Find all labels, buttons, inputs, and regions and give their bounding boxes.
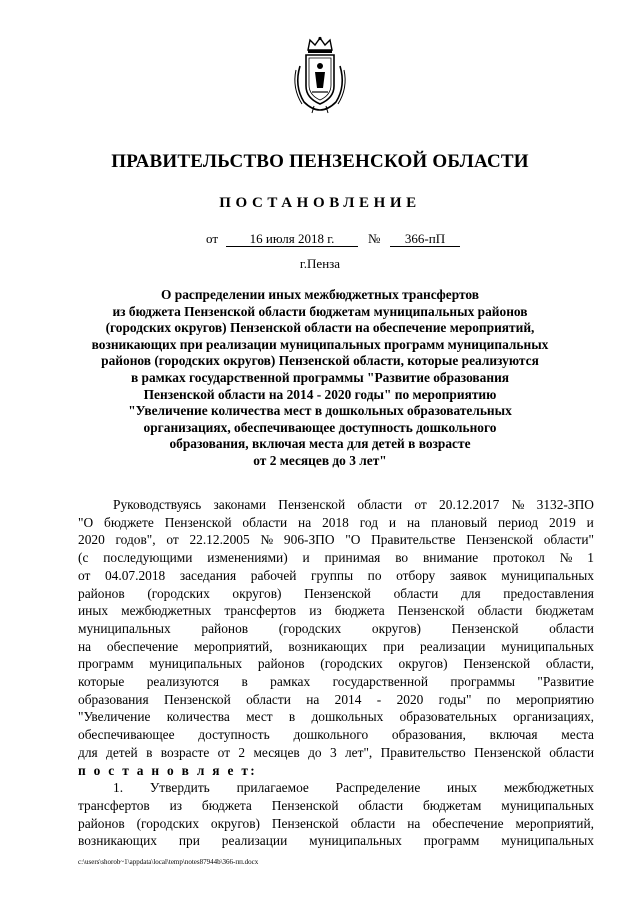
- document-kind: ПОСТАНОВЛЕНИЕ: [219, 195, 421, 211]
- word: №: [260, 532, 274, 548]
- word: на: [407, 815, 421, 831]
- word: и: [388, 514, 397, 530]
- word: рамках: [270, 674, 311, 690]
- word: округов): [210, 815, 260, 831]
- word: Пензенской: [474, 744, 541, 760]
- word: от: [78, 567, 91, 583]
- word: включая: [489, 727, 538, 743]
- word: организациях,: [513, 709, 594, 725]
- clause-line: [78, 815, 594, 833]
- word: последующими: [103, 550, 193, 566]
- preamble-line: [78, 531, 594, 549]
- word: области: [246, 691, 291, 707]
- word: в: [288, 709, 296, 725]
- subject-line: возникающих при реализации муниципальных программ муниципальных: [91, 336, 549, 352]
- preamble-line: [78, 585, 594, 603]
- word: на: [298, 514, 312, 530]
- date-number-row: [0, 231, 640, 249]
- word: обеспечивающее: [78, 727, 175, 743]
- preamble-line: [78, 514, 594, 532]
- word: обеспечение: [432, 815, 504, 831]
- word: реализации: [419, 638, 486, 654]
- word: Распределение: [335, 780, 421, 796]
- word: обеспечение: [106, 638, 179, 654]
- word: возрасте: [160, 744, 210, 760]
- word: 2018: [322, 514, 349, 530]
- city: г.Пенза: [299, 256, 341, 271]
- word: места: [561, 727, 594, 743]
- word: области: [393, 585, 439, 601]
- word: 3: [329, 744, 337, 760]
- word: государственной: [332, 674, 428, 690]
- word: на: [306, 691, 320, 707]
- word: области: [242, 514, 288, 530]
- word: 906-ЗПО: [283, 532, 335, 548]
- word: 2014: [334, 691, 362, 707]
- word: для: [460, 585, 481, 601]
- word: (с: [78, 550, 89, 566]
- word: Пензенской: [397, 603, 465, 619]
- number-label: №: [368, 231, 381, 246]
- word: муниципальных: [78, 620, 171, 636]
- word: межбюджетных: [121, 603, 212, 619]
- word: при: [178, 833, 200, 849]
- preamble-line: [78, 744, 594, 762]
- word: программ: [78, 656, 134, 672]
- word: 22.12.2005: [189, 532, 250, 548]
- word: мероприятий,: [515, 815, 594, 831]
- word: районов: [201, 620, 249, 636]
- word: бюджетам: [535, 603, 594, 619]
- word: по: [486, 691, 501, 707]
- preamble-line: [78, 638, 594, 656]
- word: лет",: [344, 744, 373, 760]
- word: в: [241, 674, 248, 690]
- word: которые: [78, 674, 125, 690]
- file-path-footer: c:\users\shorob~1\appdata\local\temp\notes87944b\366-пп.docx: [78, 858, 259, 866]
- subject-line: районов (городских округов) Пензенской области, которые реализуются: [101, 353, 539, 369]
- word: Пензенской: [278, 497, 346, 512]
- word: №: [559, 550, 573, 566]
- word: округов): [371, 620, 421, 636]
- word: Пензенской: [271, 815, 339, 831]
- word: 1.: [113, 780, 124, 796]
- word: бюджета: [334, 603, 385, 619]
- word: 2: [238, 744, 246, 760]
- preamble-line: [78, 726, 594, 744]
- word: заседания: [179, 567, 237, 583]
- word: дошкольного: [293, 727, 369, 743]
- word: (городских: [136, 815, 200, 831]
- word: от: [414, 497, 427, 512]
- word: округов): [398, 656, 448, 672]
- word: период: [498, 514, 539, 530]
- word: годов",: [115, 532, 156, 548]
- word: предоставления: [503, 585, 594, 601]
- clause-line: [78, 832, 594, 850]
- coat-of-arms-icon: [290, 36, 350, 114]
- subject-line: образования, включая места для детей в возрасте: [169, 436, 471, 452]
- word: Руководствуясь: [113, 497, 202, 512]
- word: программ: [423, 833, 480, 849]
- government-name: ПРАВИТЕЛЬСТВО ПЕНЗЕНСКОЙ ОБЛАСТИ: [111, 151, 529, 172]
- word: Пензенской: [463, 656, 531, 672]
- word: трансфертов: [224, 603, 297, 619]
- resolve-word: п о с т а н о в л я е т:: [78, 762, 258, 778]
- word: области: [549, 744, 594, 760]
- word: (городских: [278, 620, 342, 636]
- word: области: [350, 815, 396, 831]
- word: детей: [106, 744, 138, 760]
- word: Пензенской: [466, 532, 534, 548]
- word: муниципальных: [501, 567, 594, 583]
- subject-line: (городских округов) Пензенской области на обеспечение мероприятий,: [105, 320, 535, 336]
- word: возникающих: [288, 638, 368, 654]
- subject-line: организациях, обеспечивающее доступность дошкольного: [143, 419, 497, 435]
- subject-line: О распределении иных межбюджетных трансфертов: [160, 287, 479, 302]
- word: протокол: [493, 550, 545, 566]
- word: бюджетам: [422, 797, 482, 813]
- word: дошкольных: [311, 709, 384, 725]
- subject-line: в рамках государственной программы "Развитие образования: [130, 369, 510, 385]
- word: от: [217, 744, 231, 760]
- preamble: [78, 496, 594, 850]
- word: 2019: [549, 514, 576, 530]
- word: от: [166, 532, 179, 548]
- word: на: [78, 638, 92, 654]
- word: 3132-ЗПО: [536, 497, 594, 512]
- preamble-line: [78, 620, 594, 638]
- word: Утвердить: [149, 780, 210, 796]
- word: изменениями): [207, 550, 288, 566]
- date-value: 16 июля 2018 г.: [226, 231, 358, 247]
- word: для: [78, 744, 98, 760]
- word: и: [302, 550, 310, 566]
- subject-line: от 2 месяцев до 3 лет": [253, 452, 387, 468]
- word: "Развитие: [537, 674, 594, 690]
- word: области: [477, 603, 523, 619]
- word: Правительстве: [371, 532, 456, 548]
- word: 20.12.2017: [439, 497, 500, 512]
- word: на: [406, 514, 421, 530]
- word: при: [383, 638, 405, 654]
- word: трансфертов: [78, 797, 150, 813]
- word: и: [586, 514, 594, 530]
- word: законами: [213, 497, 267, 512]
- word: 2020: [78, 532, 105, 548]
- preamble-line: [78, 602, 594, 620]
- document-subject: [60, 287, 580, 470]
- word: доступность: [198, 727, 270, 743]
- subject-line: Пензенской области на 2014 - 2020 годы" по мероприятию: [143, 386, 497, 402]
- subject-line: "Увеличение количества мест в дошкольных образовательных: [128, 403, 512, 419]
- preamble-line: [78, 567, 594, 585]
- word: плановый: [430, 514, 488, 530]
- word: №: [511, 497, 525, 512]
- word: "О: [345, 532, 361, 548]
- word: заявок: [449, 567, 487, 583]
- subject-line: из бюджета Пензенской области бюджетам муниципальных районов: [112, 303, 528, 319]
- word: количества: [166, 709, 230, 725]
- word: рабочей: [250, 567, 297, 583]
- word: принимая: [324, 550, 381, 566]
- word: из: [309, 603, 322, 619]
- preamble-line: [78, 673, 594, 691]
- word: муниципальных: [149, 656, 243, 672]
- word: Правительство: [380, 744, 466, 760]
- preamble-line: [78, 496, 594, 514]
- word: Пензенской: [163, 691, 231, 707]
- word: программы: [450, 674, 515, 690]
- word: реализуются: [146, 674, 220, 690]
- word: -: [376, 691, 382, 707]
- word: во: [395, 550, 409, 566]
- word: 1: [587, 550, 594, 566]
- word: мероприятию: [515, 691, 594, 707]
- word: области: [549, 620, 594, 636]
- word: по: [367, 567, 382, 583]
- word: в: [146, 744, 153, 760]
- preamble-line: [78, 708, 594, 726]
- preamble-line: [78, 655, 594, 673]
- word: районов: [257, 656, 305, 672]
- preamble-line: [78, 549, 594, 567]
- word: области,: [545, 656, 594, 672]
- word: до: [308, 744, 322, 760]
- clause-line: [78, 779, 594, 797]
- word: (городских: [320, 656, 383, 672]
- word: муниципальных: [501, 797, 594, 813]
- date-label: от: [206, 231, 219, 246]
- preamble-line: [78, 691, 594, 709]
- word: образовательных: [399, 709, 497, 725]
- word: области: [358, 797, 404, 813]
- word: Пензенской: [164, 514, 232, 530]
- word: прилагаемое: [236, 780, 309, 796]
- number-value: 366-пП: [390, 231, 460, 247]
- word: месяцев: [253, 744, 300, 760]
- word: группы: [311, 567, 354, 583]
- word: муниципальных: [309, 833, 402, 849]
- clause-line: [78, 797, 594, 815]
- word: образования: [78, 691, 149, 707]
- word: годы": [438, 691, 472, 707]
- word: районов: [78, 585, 125, 601]
- word: области: [357, 497, 403, 512]
- word: области": [543, 532, 594, 548]
- word: "Увеличение: [78, 709, 151, 725]
- word: отбору: [396, 567, 436, 583]
- word: Пензенской: [451, 620, 519, 636]
- word: межбюджетных: [503, 780, 594, 796]
- word: районов: [78, 815, 125, 831]
- word: образования,: [391, 727, 466, 743]
- word: из: [169, 797, 183, 813]
- word: 2020: [396, 691, 424, 707]
- word: реализации: [221, 833, 288, 849]
- word: округов): [232, 585, 282, 601]
- word: внимание: [422, 550, 479, 566]
- word: 04.07.2018: [104, 567, 166, 583]
- word: бюджета: [201, 797, 252, 813]
- word: возникающих: [78, 833, 157, 849]
- word: (городских: [147, 585, 210, 601]
- word: "О: [78, 514, 94, 530]
- word: муниципальных: [501, 833, 594, 849]
- word: мест: [246, 709, 273, 725]
- word: иных: [447, 780, 478, 796]
- word: Пензенской: [271, 797, 339, 813]
- word: мероприятий,: [194, 638, 273, 654]
- word: год: [359, 514, 379, 530]
- word: бюджете: [104, 514, 154, 530]
- word: иных: [78, 603, 109, 619]
- word: Пензенской: [304, 585, 371, 601]
- word: муниципальных: [501, 638, 594, 654]
